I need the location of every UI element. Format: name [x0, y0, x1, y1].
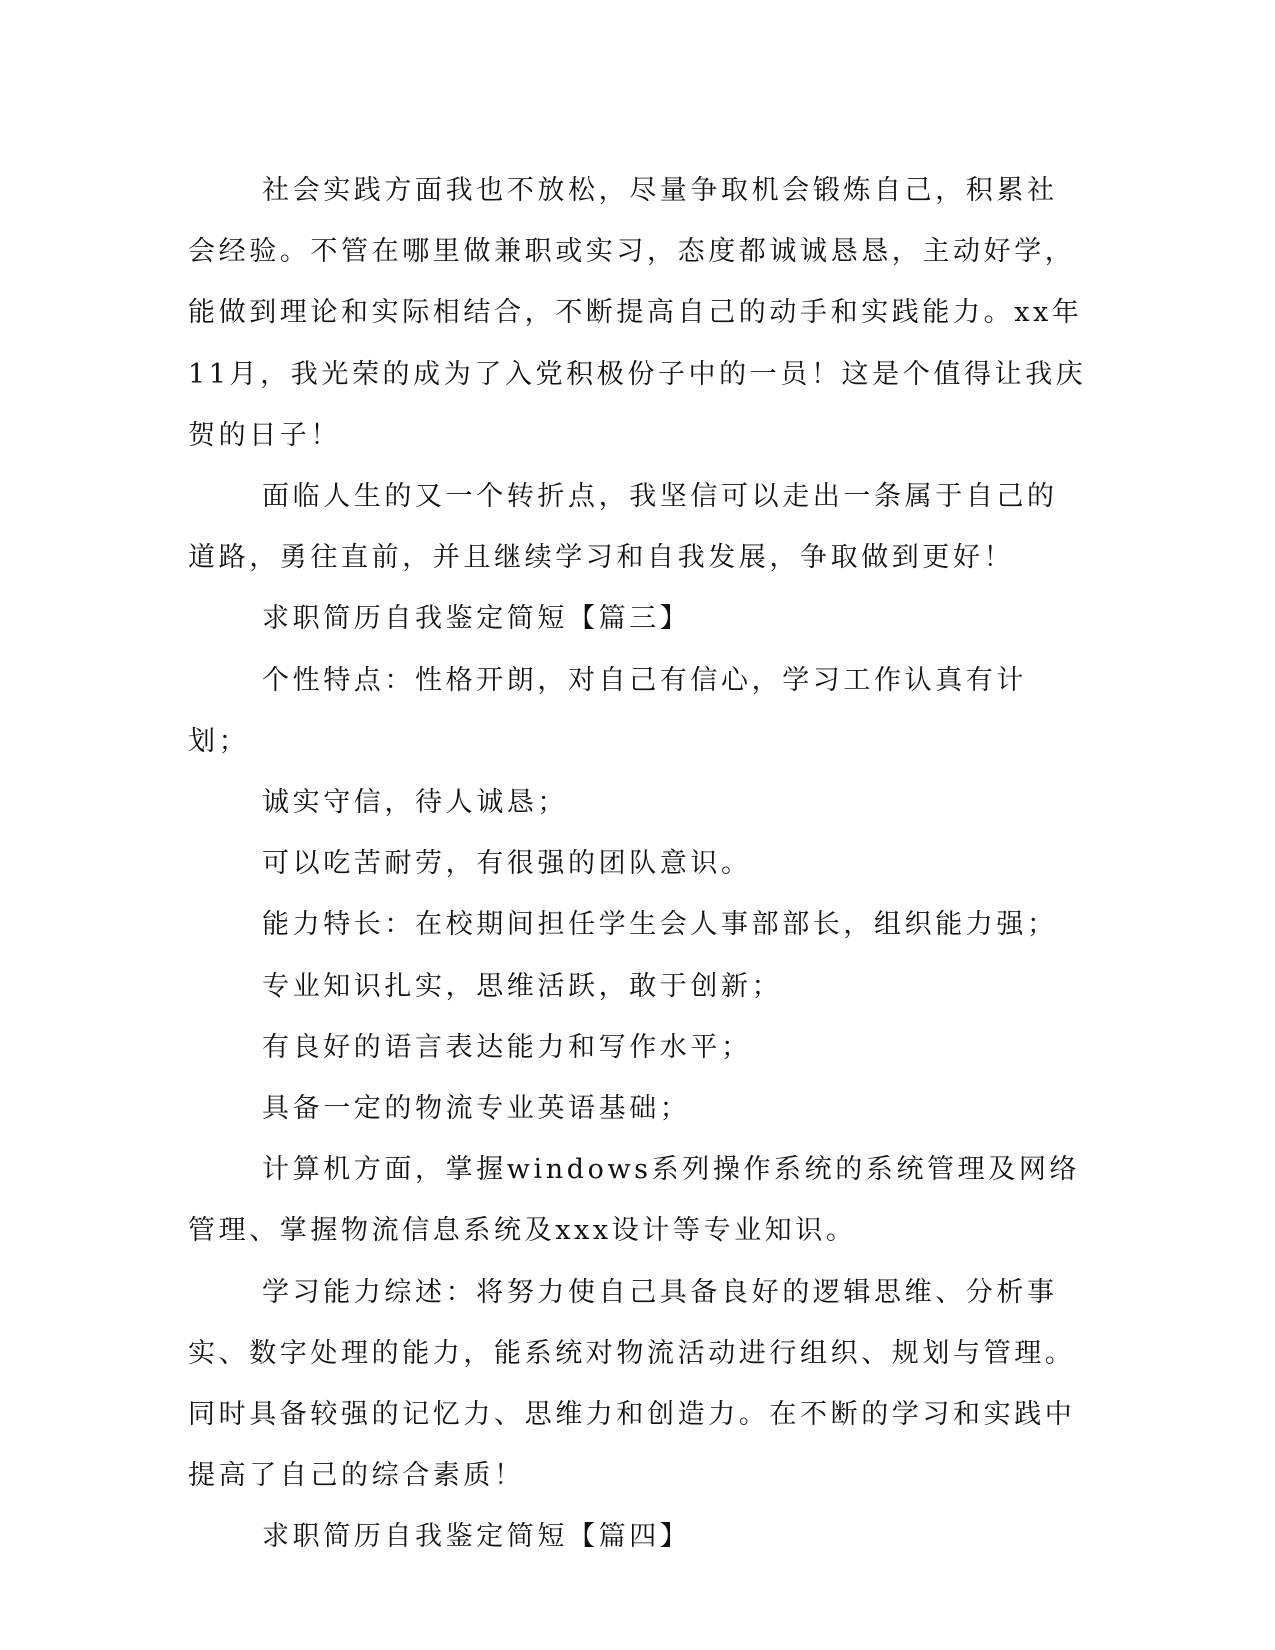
- paragraph-turning-point: 面临人生的又一个转折点，我坚信可以走出一条属于自己的道路，勇往直前，并且继续学习和自我发展，争取做到更好！: [188, 481, 1058, 574]
- paragraph-learning-ability: 学习能力综述：将努力使自己具备良好的逻辑思维、分析事实、数字处理的能力，能系统对物流活动进行组织、规划与管理。同时具备较强的记忆力、思维力和创造力。在不断的学习和实践中提高了自己的综合素质！: [188, 1276, 1076, 1492]
- paragraph-personality: 个性特点：性格开朗，对自己有信心，学习工作认真有计划；: [188, 664, 1027, 757]
- document-body: [188, 160, 1088, 1568]
- paragraph-english: 具备一定的物流专业英语基础；: [262, 1093, 691, 1125]
- section-heading-part-four: 求职简历自我鉴定简短【篇四】: [262, 1521, 691, 1553]
- paragraph-computer: 计算机方面，掌握windows系列操作系统的系统管理及网络管理、掌握物流信息系统及xxx设计等专业知识。: [188, 1154, 1081, 1247]
- paragraph-honesty: 诚实守信，待人诚恳；: [262, 787, 568, 819]
- paragraph-abilities: 能力特长：在校期间担任学生会人事部部长，组织能力强；: [262, 909, 1058, 941]
- paragraph-social-practice: 社会实践方面我也不放松，尽量争取机会锻炼自己，积累社会经验。不管在哪里做兼职或实习，态度都诚诚恳恳，主动好学，能做到理论和实际相结合，不断提高自己的动手和实践能力。xx年11月，我光荣的成为了入党积极份子中的一员！这是个值得让我庆贺的日子！: [188, 175, 1087, 451]
- paragraph-knowledge: 专业知识扎实，思维活跃，敢于创新；: [262, 970, 783, 1002]
- section-heading-part-three: 求职简历自我鉴定简短【篇三】: [262, 603, 691, 635]
- paragraph-teamwork: 可以吃苦耐劳，有很强的团队意识。: [262, 848, 752, 880]
- paragraph-expression: 有良好的语言表达能力和写作水平；: [262, 1031, 752, 1063]
